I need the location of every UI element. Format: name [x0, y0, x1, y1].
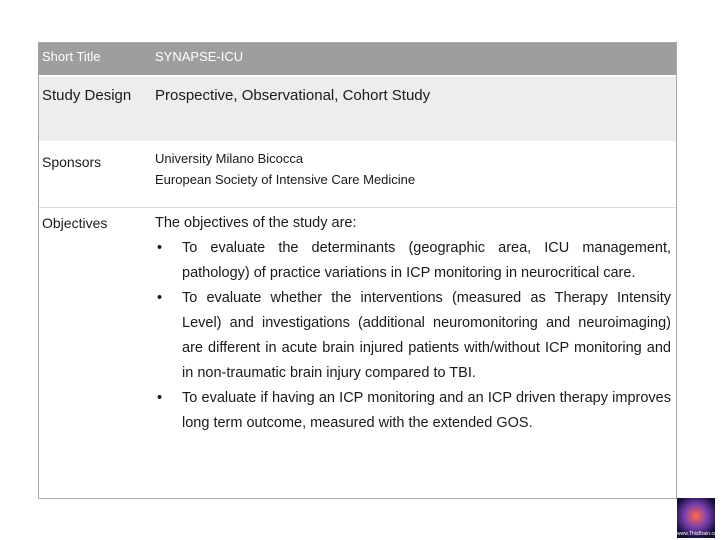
sponsors-label: Sponsors: [42, 154, 102, 170]
protocol-summary-table: [38, 42, 677, 502]
objectives-intro: The objectives of the study are:: [155, 215, 357, 231]
bullet-icon: •: [157, 240, 163, 256]
objective-text: To evaluate if having an ICP monitoring and an ICP driven therapy improves long term outcome, measured with the extended GOS.: [182, 390, 671, 431]
objective-item: [155, 386, 671, 436]
objectives-label: Objectives: [42, 215, 108, 231]
bullet-icon: •: [157, 290, 163, 306]
objective-text: To evaluate whether the interventions (measured as Therapy Intensity Level) and investigations (additional neuromonitoring and neuroimaging) are different in acute brain injured patients with/without ICP monitoring and in non-traumatic brain injury compared to TBI.: [182, 290, 671, 381]
sponsors-value: [155, 148, 671, 190]
sponsors-row: [38, 143, 677, 208]
objectives-value: [155, 211, 671, 436]
objective-item: [155, 286, 671, 386]
short-title-value: SYNAPSE-ICU: [155, 49, 244, 64]
short-title-label: Short Title: [42, 49, 101, 64]
brain-logo-icon: [677, 498, 721, 538]
study-design-row: [38, 77, 677, 143]
logo-text: www.ThisBrain.com: [677, 531, 721, 537]
objective-text: To evaluate the determinants (geographic area, ICU management, pathology) of practice variations in ICP monitoring in neurocritical care.: [182, 240, 671, 281]
objective-item: [155, 236, 671, 286]
sponsor-line: University Milano Bicocca: [155, 151, 304, 166]
bullet-icon: •: [157, 390, 163, 406]
study-design-value: Prospective, Observational, Cohort Study: [155, 87, 431, 104]
table-header-row: [38, 42, 677, 77]
sponsor-line: European Society of Intensive Care Medicine: [155, 172, 416, 187]
objectives-row: [38, 208, 677, 502]
study-design-label: Study Design: [42, 87, 132, 104]
